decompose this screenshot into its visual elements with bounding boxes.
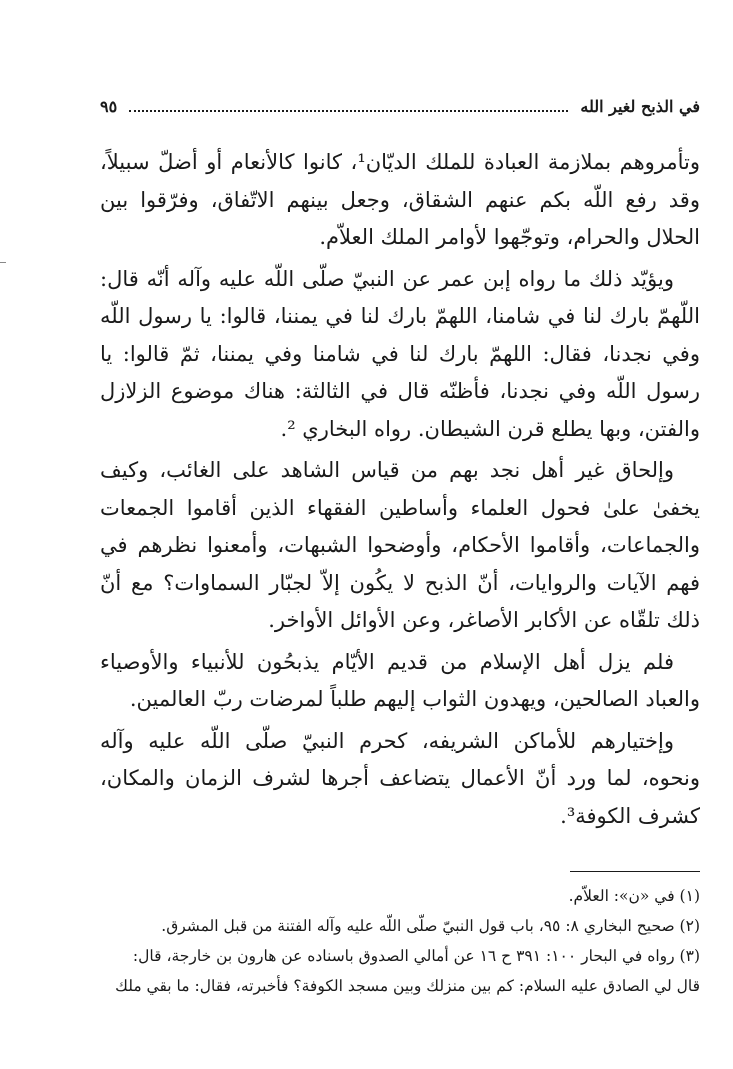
footnote-separator	[570, 871, 700, 872]
leader-dots	[129, 96, 568, 112]
footnote: (١) في «ن»: العلاّم.	[568, 887, 700, 905]
paragraph: وتأمروهم بملازمة العبادة للملك الديّان¹، كانوا كالأنعام أو أضلّ سبيلاً، وقد رفع اللّه بكم عنهم الشقاق، وجعل بينهم الاتّفاق، وفرّقوا بين الحلال والحرام، وتوجّهوا لأوامر الملك العلاّم.	[100, 150, 701, 249]
book-page	[100, 96, 700, 1056]
paragraph: وإلحاق غير أهل نجد بهم من قياس الشاهد على الغائب، وكيف يخفىٰ علىٰ فحول العلماء وأساطين الفقهاء الذين أقاموا الجمعات والجماعات، وأقاموا الأحكام، وأوضحوا الشبهات، وأمعنوا نظرهم في فهم الآيات والروايات، أنّ الذبح لا يكُون إلاّ لجبّار السماوات؟ مع أنّ ذلك تلقّاه عن الأكابر الأصاغر، وعن الأوائل الأواخر.	[100, 458, 700, 632]
running-head-title: في الذبح لغير الله	[580, 97, 700, 116]
footnote: (٢) صحيح البخاري ٨: ٩٥، باب قول النبيّ صلّى اللّه عليه وآله الفتنة من قبل المشرق.	[161, 917, 700, 935]
margin-mark	[0, 262, 6, 263]
page-number: ٩٥	[100, 97, 118, 116]
paragraph: ويؤيّد ذلك ما رواه إبن عمر عن النبيّ صلّى اللّه عليه وآله أنّه قال: اللّهمّ بارك لنا في شامنا، اللهمّ بارك لنا في يمننا، قالوا: يا رسول اللّه وفي نجدنا، فقال: اللهمّ بارك لنا في شامنا وفي يمننا، ثمّ قالوا: يا رسول اللّه وفي نجدنا، فأظنّه قال في الثالثة: هناك موضوع الزلازل والفتن، وبها يطلع قرن الشيطان. رواه البخاري ².	[100, 266, 700, 441]
footnote: (٣) رواه في البحار ١٠٠: ٣٩١ ح ١٦ عن أمالي الصدوق باسناده عن هارون بن خارجة، قال:	[132, 947, 700, 965]
body-text	[100, 144, 700, 839]
footnote: قال لي الصادق عليه السلام: كم بين منزلك وبين مسجد الكوفة؟ فأخبرته، فقال: ما بقي ملك	[115, 977, 700, 995]
paragraph: وإختيارهم للأماكن الشريفه، كحرم النبيّ صلّى اللّه عليه وآله ونحوه، لما ورد أنّ الأعمال يتضاعف أجرها لشرف الزمان والمكان، كشرف الكوفة³.	[100, 728, 700, 828]
footnotes	[100, 881, 700, 1001]
running-head	[100, 96, 700, 118]
paragraph: فلم يزل أهل الإسلام من قديم الأيّام يذبحُون للأنبياء والأوصياء والعباد الصالحين، ويهدون الثواب إليهم طلباً لمرضات ربّ العالمين.	[100, 649, 700, 711]
